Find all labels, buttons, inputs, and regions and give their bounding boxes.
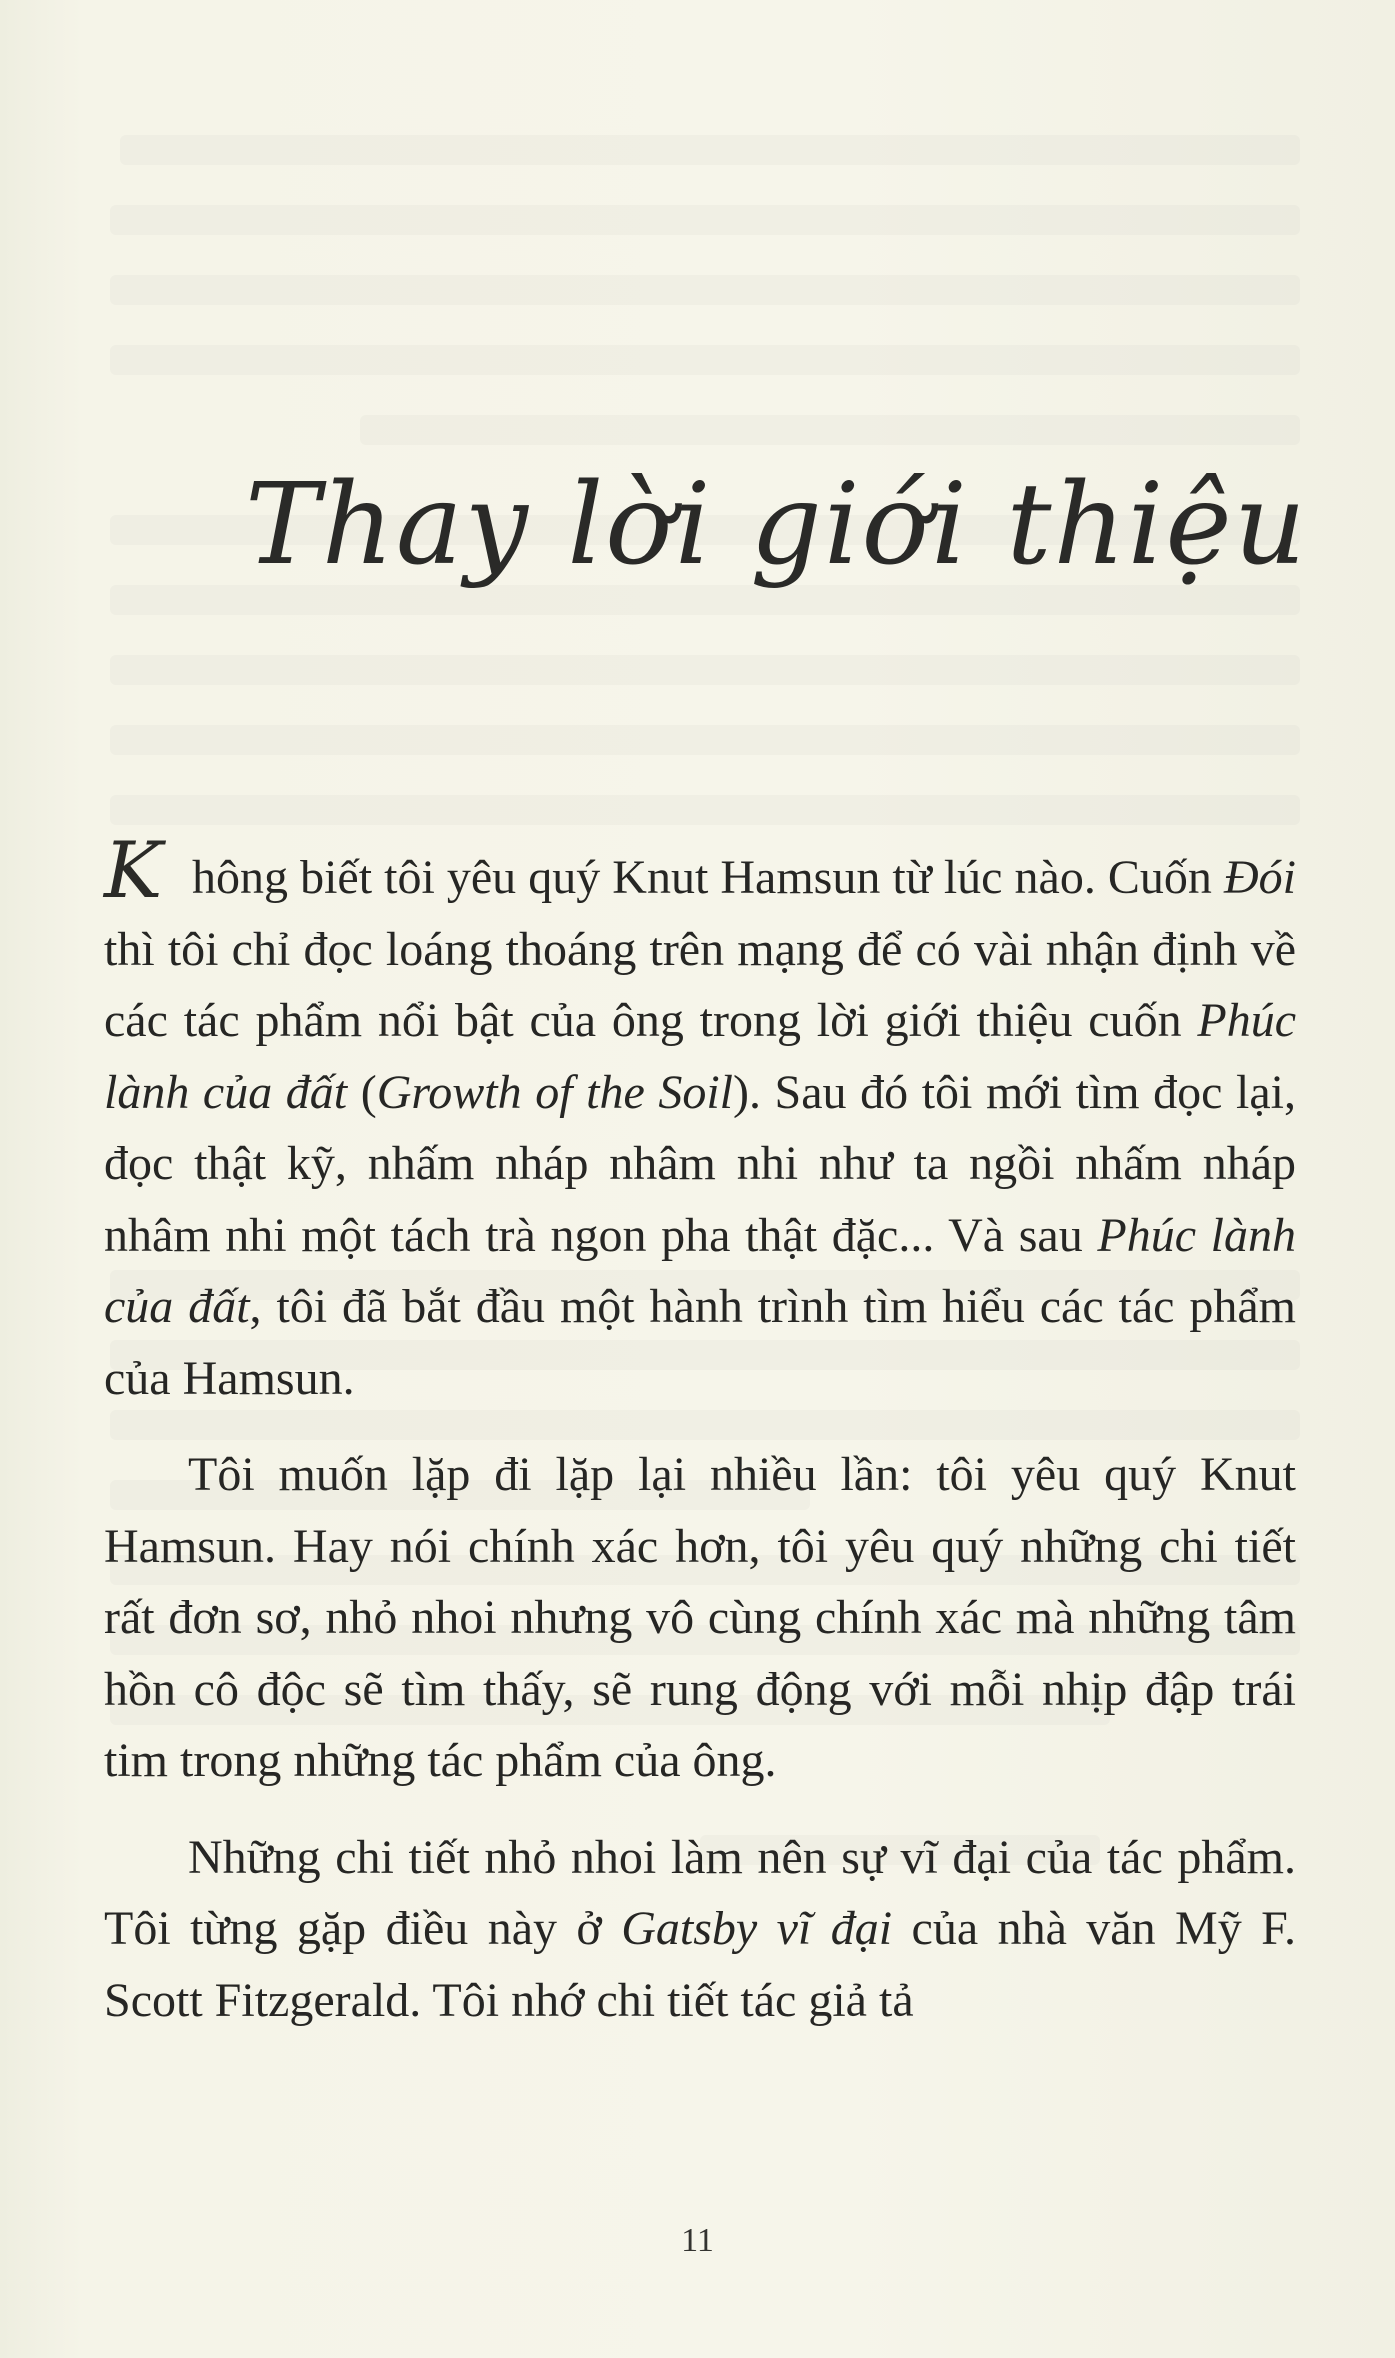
italic-title-text: Growth of the Soil [376, 1065, 733, 1119]
italic-title-text: Phúc lành của đất [104, 1208, 1296, 1333]
italic-title-text: Phúc lành của đất [104, 994, 1296, 1119]
italic-title-text: Đói [1224, 851, 1296, 904]
italic-title-text: Gatsby vĩ đại [621, 1902, 893, 1955]
paragraph [104, 1822, 1296, 2037]
text-run: ( [347, 1065, 377, 1119]
chapter-title: Thay lời giới thiệu [245, 460, 1308, 590]
text-run: của nhà văn Mỹ F. Scott Fitzgerald. Tôi nhớ chi tiết tác giả tả [104, 1902, 1297, 2027]
drop-cap: K [104, 826, 163, 916]
text-run: Tôi muốn lặp đi lặp lại nhiều lần: tôi yêu quý Knut Hamsun. Hay nói chính xác hơn, tôi yêu quý những chi tiết rất đơn sơ, nhỏ nhoi nhưng vô cùng chính xác mà những tâm hồn cô độc sẽ tìm thấy, sẽ rung động với mỗi nhịp đập trái tim trong những tác phẩm của ông. [104, 1448, 1296, 1787]
text-run: thì tôi chỉ đọc loáng thoáng trên mạng để có vài nhận định về các tác phẩm nổi bật của ông trong lời giới thiệu cuốn [104, 922, 1296, 1047]
paragraph [104, 826, 1297, 1414]
paragraph [104, 1439, 1296, 1797]
page-number: 11 [681, 2222, 714, 2259]
text-run: ). Sau đó tôi mới tìm đọc lại, đọc thật kỹ, nhấm nháp nhâm nhi như ta ngồi nhấm nháp nhâm nhi một tách trà ngon pha thật đặc... Và sau [104, 1065, 1297, 1262]
text-run: hông biết tôi yêu quý Knut Hamsun từ lúc nào. Cuốn [192, 851, 1224, 904]
body-text [104, 826, 1297, 2061]
text-run: , tôi đã bắt đầu một hành trình tìm hiểu các tác phẩm của Hamsun. [104, 1280, 1297, 1405]
text-run: Những chi tiết nhỏ nhoi làm nên sự vĩ đại của tác phẩm. Tôi từng gặp điều này ở [104, 1830, 1296, 1955]
